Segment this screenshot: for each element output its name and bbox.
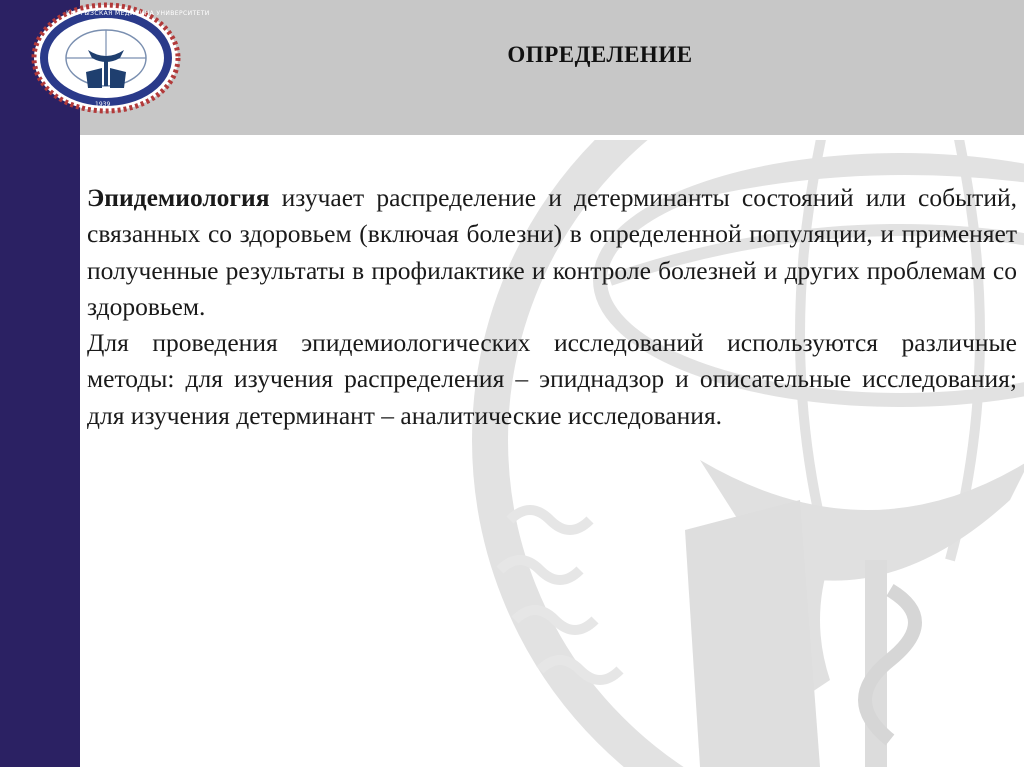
left-sidebar-bar (0, 0, 80, 767)
key-term: Эпидемиология (87, 183, 270, 212)
slide-title: ОПРЕДЕЛЕНИЕ (507, 42, 693, 67)
logo-ring-text: КЫРГЫЗСКАЯ МЕДИЦИНА УНИВЕРСИТЕТИ (66, 10, 210, 17)
methods-paragraph: Для проведения эпидемиологических исследований используются различные методы: для изучения распределения – эпиднадзор и описательные исследования; для изучения детерминант – аналитические исследования. (87, 328, 1017, 430)
content-body (87, 180, 1017, 434)
definition-paragraph (87, 180, 1017, 325)
logo-year: 1939 (95, 101, 111, 108)
definition-text: изучает распределение и детерминанты состояний или событий, связанных со здоровьем (включая болезни) в определенной популяции, и применяет полученные результаты в профилактике и контроле болезней и других проблемам со здоровьем. (87, 183, 1017, 321)
university-logo (30, 2, 182, 114)
